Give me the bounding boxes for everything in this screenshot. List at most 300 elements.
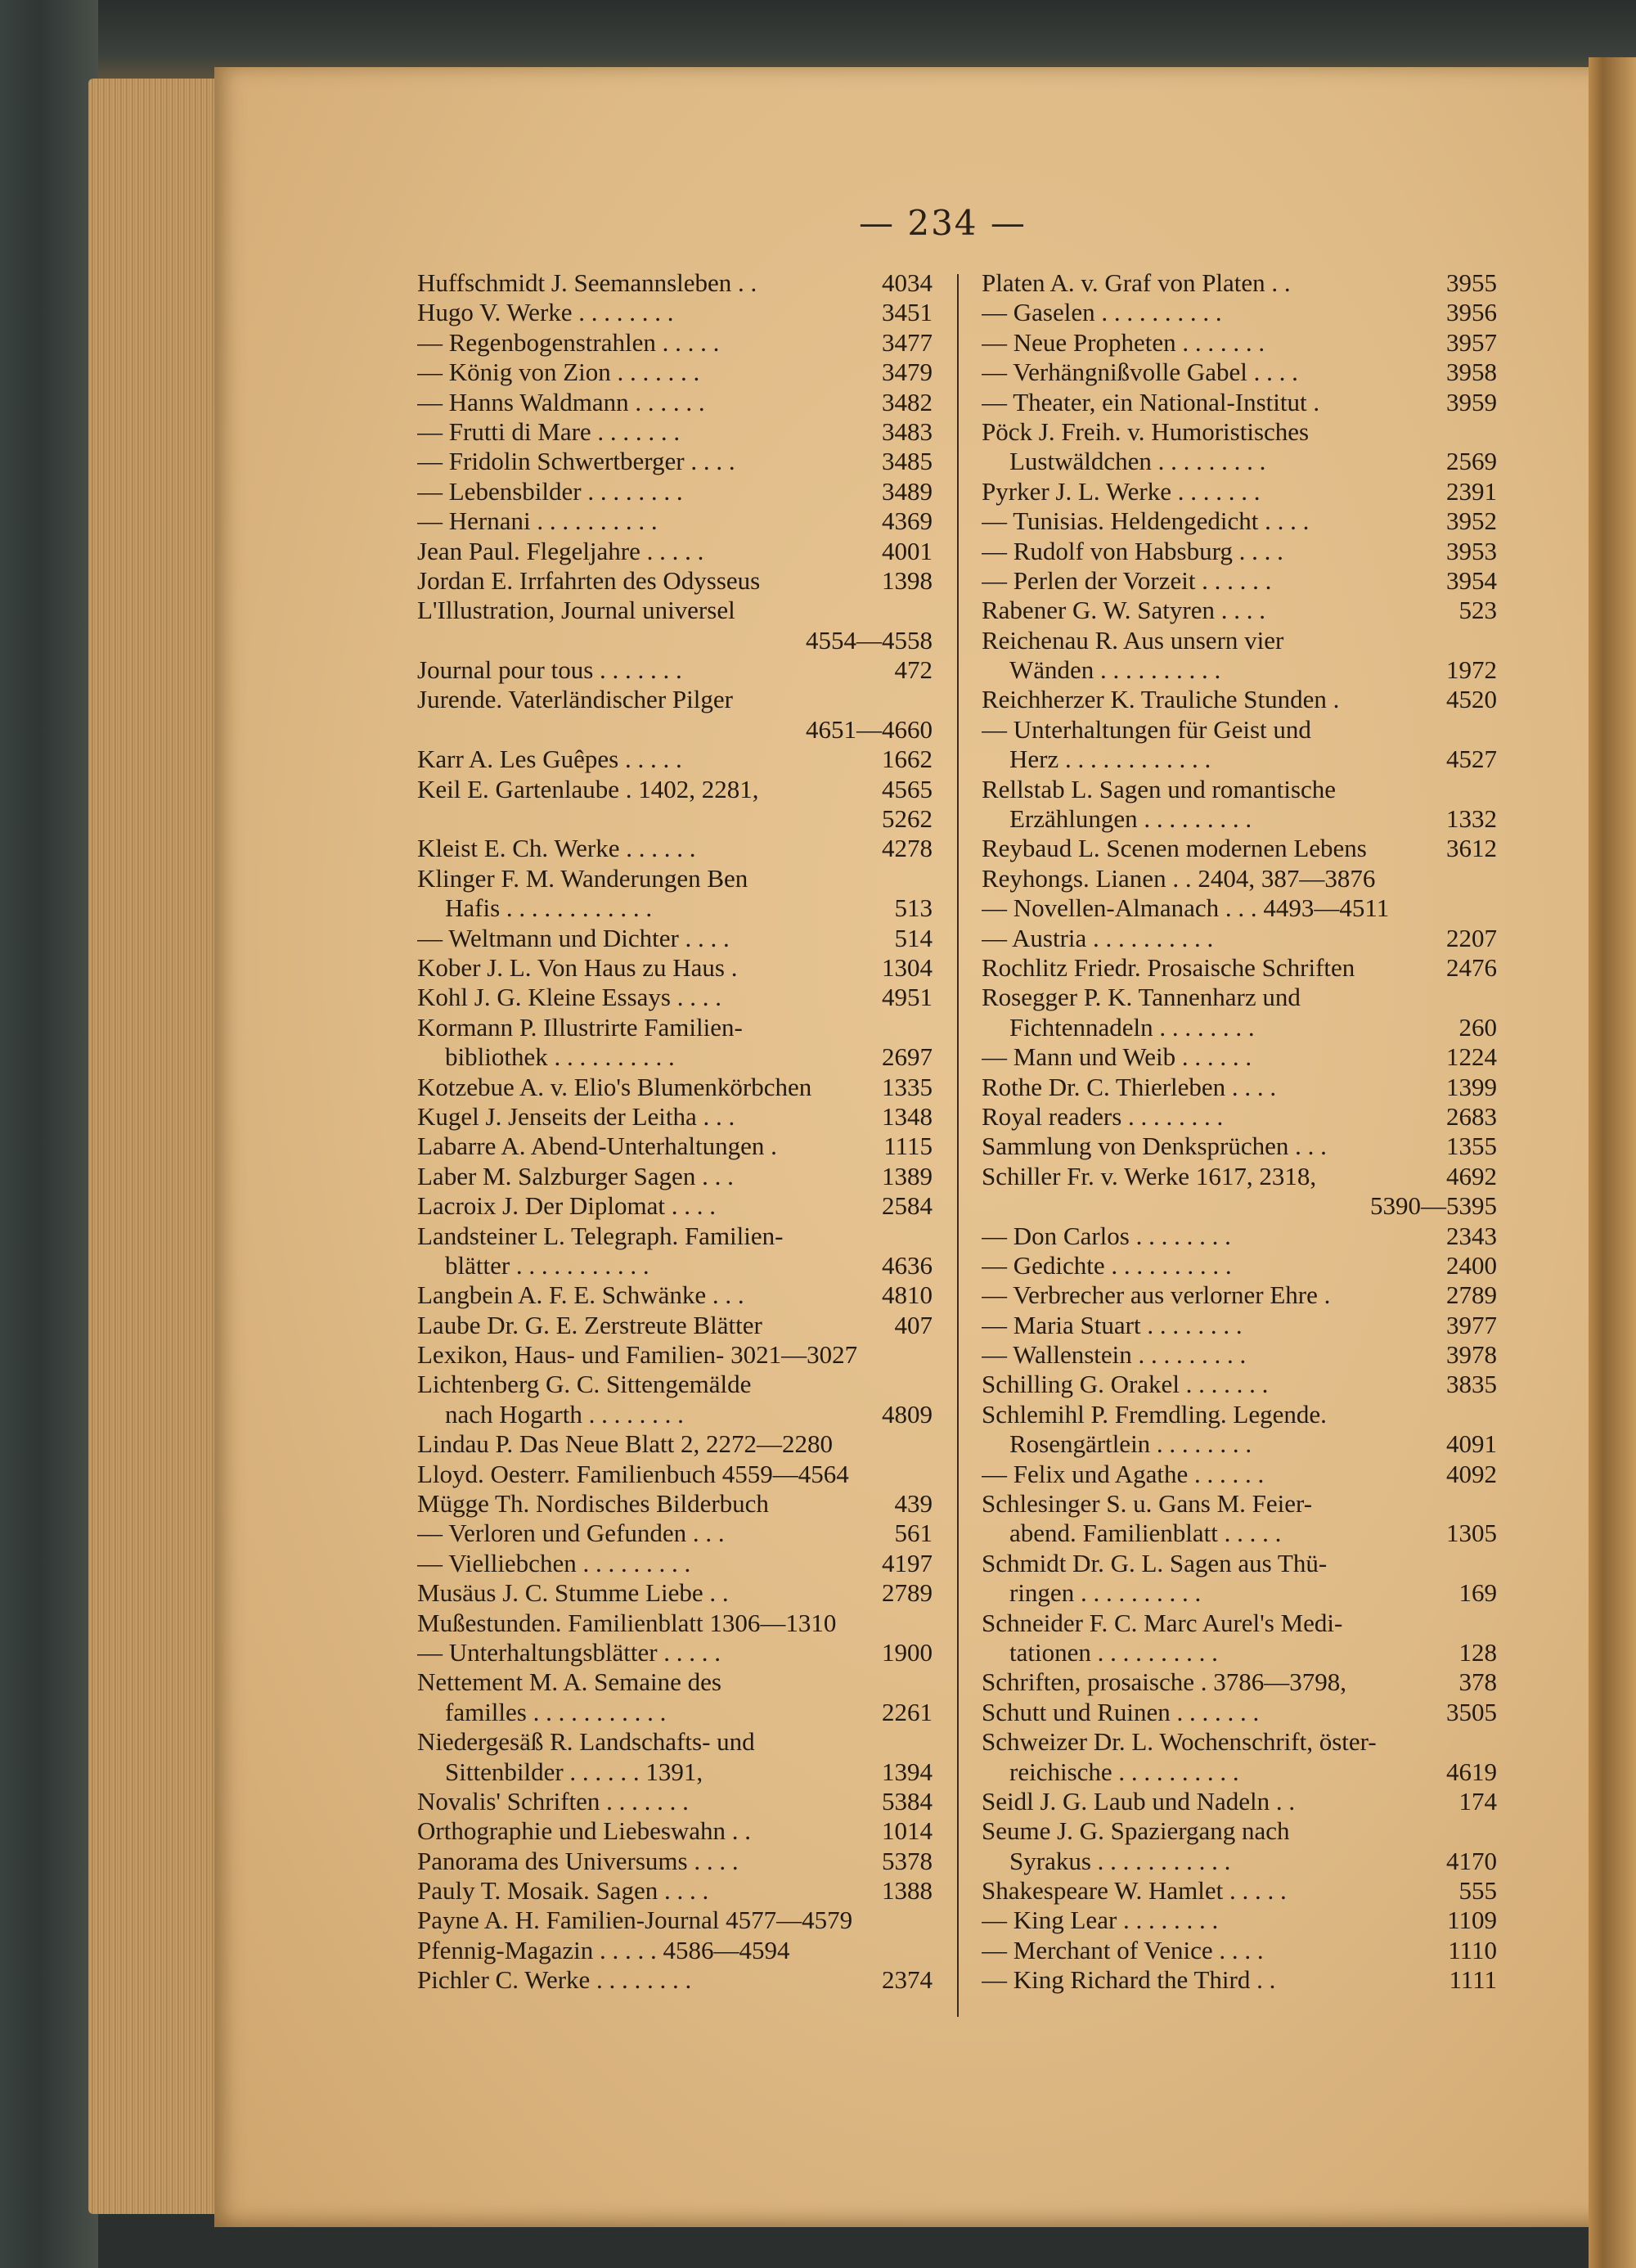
entry-number: 1398 — [882, 565, 933, 595]
entry-text: Rosegger P. K. Tannenharz und — [982, 983, 1301, 1012]
entry-number: 3477 — [882, 327, 933, 357]
entry-text: — Weltmann und Dichter . . . . — [417, 923, 730, 952]
index-entry — [417, 1191, 933, 1221]
index-entry — [417, 804, 933, 834]
entry-text: Journal pour tous . . . . . . . — [417, 655, 682, 685]
left-column — [417, 268, 933, 1996]
index-entry — [982, 924, 1497, 953]
entry-text: Rosengärtlein . . . . . . . . — [1009, 1429, 1252, 1459]
entry-number: 1662 — [882, 745, 933, 774]
column-divider — [957, 274, 959, 2017]
entry-text: Lustwäldchen . . . . . . . . . — [1009, 447, 1266, 476]
index-entry — [417, 477, 933, 506]
entry-number: 169 — [1458, 1578, 1497, 1608]
entry-number: 5262 — [882, 804, 933, 834]
entry-number: 4001 — [882, 536, 933, 565]
entry-number: 3958 — [1446, 358, 1497, 387]
entry-text: Jordan E. Irrfahrten des Odysseus — [417, 565, 761, 595]
entry-text: Jean Paul. Flegeljahre . . . . . — [417, 536, 704, 565]
entry-text: — Gedichte . . . . . . . . . . — [982, 1250, 1232, 1280]
entry-text: nach Hogarth . . . . . . . . — [445, 1399, 684, 1429]
entry-number: 2391 — [1446, 476, 1497, 506]
entry-text: — King Richard the Third . . — [982, 1965, 1276, 1995]
entry-text: Pichler C. Werke . . . . . . . . — [417, 1965, 692, 1995]
entry-text: Reichherzer K. Trauliche Stunden . — [982, 685, 1340, 714]
entry-number: 2343 — [1446, 1221, 1497, 1250]
entry-number: 3612 — [1446, 834, 1497, 863]
entry-number: 3978 — [1446, 1340, 1497, 1370]
index-entry — [417, 1132, 933, 1161]
entry-number: 5378 — [882, 1846, 933, 1875]
entry-text: Langbein A. F. E. Schwänke . . . — [417, 1280, 744, 1310]
entry-number: 1014 — [882, 1816, 933, 1846]
entry-text: — Neue Propheten . . . . . . . — [982, 327, 1265, 357]
index-entry — [982, 1429, 1497, 1459]
entry-number: 1115 — [883, 1132, 933, 1161]
entry-number: 4278 — [882, 834, 933, 863]
entry-number: 4692 — [1446, 1161, 1497, 1190]
index-entry — [982, 1311, 1497, 1340]
entry-number: 3955 — [1446, 268, 1497, 297]
index-entry — [417, 1073, 933, 1102]
entry-text: Reyhongs. Lianen . . 2404, 387—3876 — [982, 863, 1376, 893]
entry-text: Karr A. Les Guêpes . . . . . — [417, 745, 682, 774]
entry-text: Nettement M. A. Semaine des — [417, 1667, 721, 1697]
entry-text: — Felix und Agathe . . . . . . — [982, 1459, 1265, 1488]
entry-number: 4091 — [1446, 1429, 1497, 1459]
index-entry — [417, 1460, 933, 1489]
index-entry — [417, 1965, 933, 1995]
index-entry — [417, 626, 933, 655]
entry-number: 439 — [894, 1489, 933, 1519]
index-entry — [982, 477, 1497, 506]
index-entry — [982, 893, 1497, 923]
book-gutter — [1589, 57, 1636, 2268]
entry-number: 1109 — [1447, 1906, 1497, 1935]
entry-text: Lacroix J. Der Diplomat . . . . — [417, 1191, 717, 1221]
index-entry — [982, 328, 1497, 358]
entry-text: Seume J. G. Spaziergang nach — [982, 1816, 1290, 1846]
index-entry — [417, 268, 933, 298]
entry-text: Panorama des Universums . . . . — [417, 1846, 739, 1875]
entry-text: Rochlitz Friedr. Prosaische Schriften — [982, 952, 1355, 982]
entry-text: — Theater, ein National-Institut . — [982, 387, 1320, 416]
entry-number: 260 — [1458, 1012, 1497, 1042]
entry-number: 2789 — [882, 1578, 933, 1608]
entry-number: 3952 — [1446, 506, 1497, 536]
entry-number: 1399 — [1446, 1072, 1497, 1101]
entry-number: 1305 — [1446, 1519, 1497, 1548]
entry-number: 4651—4660 — [806, 714, 933, 744]
entry-number: 5384 — [882, 1786, 933, 1816]
index-entry — [417, 1222, 933, 1251]
index-entry — [982, 1370, 1497, 1399]
entry-text: — Don Carlos . . . . . . . . — [982, 1221, 1231, 1250]
index-entry — [417, 506, 933, 536]
entry-text: Sammlung von Denksprüchen . . . — [982, 1132, 1327, 1161]
index-entry — [982, 1102, 1497, 1132]
entry-number: 407 — [894, 1310, 933, 1339]
entry-text: Schlesinger S. u. Gans M. Feier- — [982, 1489, 1313, 1519]
entry-text: — Wallenstein . . . . . . . . . — [982, 1340, 1247, 1370]
entry-number: 1900 — [882, 1637, 933, 1667]
index-entry — [417, 298, 933, 327]
index-entry — [417, 1847, 933, 1876]
index-entry — [982, 1042, 1497, 1072]
entry-text: Rothe Dr. C. Thierleben . . . . — [982, 1072, 1277, 1101]
entry-text: Pöck J. Freih. v. Humoristisches — [982, 416, 1310, 446]
entry-number: 555 — [1458, 1876, 1497, 1906]
entry-text: — Unterhaltungen für Geist und — [982, 714, 1311, 744]
index-entry — [982, 1847, 1497, 1876]
entry-number: 472 — [894, 655, 933, 685]
entry-text: Orthographie und Liebeswahn . . — [417, 1816, 752, 1846]
index-entry — [982, 1965, 1497, 1995]
entry-text: Keil E. Gartenlaube . 1402, 2281, — [417, 774, 759, 803]
entry-text: Jurende. Vaterländischer Pilger — [417, 685, 733, 714]
entry-number: 4636 — [882, 1250, 933, 1280]
index-entry — [982, 388, 1497, 417]
entry-number: 4554—4558 — [806, 625, 933, 655]
index-entry — [417, 1698, 933, 1727]
index-entry — [982, 596, 1497, 625]
entry-text: Syrakus . . . . . . . . . . . — [1009, 1846, 1231, 1875]
entry-text: Schneider F. C. Marc Aurel's Medi- — [982, 1608, 1343, 1637]
entry-text: Kober J. L. Von Haus zu Haus . — [417, 952, 738, 982]
index-entry — [982, 1667, 1497, 1697]
entry-text: Kormann P. Illustrirte Familien- — [417, 1012, 743, 1042]
index-entry — [982, 1638, 1497, 1667]
index-entry — [417, 1400, 933, 1429]
index-entry — [982, 1519, 1497, 1548]
entry-text: Reybaud L. Scenen modernen Lebens — [982, 834, 1367, 863]
entry-number: 561 — [894, 1519, 933, 1548]
index-entry — [982, 1816, 1497, 1846]
entry-text: ringen . . . . . . . . . . — [1009, 1578, 1202, 1608]
entry-text: — Lebensbilder . . . . . . . . — [417, 476, 683, 506]
index-entry — [417, 1042, 933, 1072]
index-entry — [982, 1876, 1497, 1906]
entry-text: — Verloren und Gefunden . . . — [417, 1519, 725, 1548]
index-entry — [417, 1162, 933, 1191]
entry-number: 4369 — [882, 506, 933, 536]
index-entry — [982, 1609, 1497, 1638]
entry-text: Musäus J. C. Stumme Liebe . . — [417, 1578, 729, 1608]
index-entry — [417, 1311, 933, 1340]
book-cover-left — [0, 0, 98, 2268]
index-entry — [417, 1578, 933, 1608]
entry-text: Laber M. Salzburger Sagen . . . — [417, 1161, 734, 1190]
entry-text: L'Illustration, Journal universel — [417, 596, 735, 625]
index-entry — [982, 417, 1497, 447]
index-entry — [982, 1727, 1497, 1757]
entry-text: Shakespeare W. Hamlet . . . . . — [982, 1876, 1287, 1906]
index-entry — [417, 893, 933, 923]
entry-number: 3954 — [1446, 565, 1497, 595]
index-entry — [982, 1222, 1497, 1251]
index-entry — [982, 834, 1497, 863]
entry-number: 4527 — [1446, 745, 1497, 774]
index-entry — [417, 328, 933, 358]
index-entry — [417, 953, 933, 983]
entry-number: 514 — [894, 923, 933, 952]
index-entry — [417, 1519, 933, 1548]
entry-number: 2584 — [882, 1191, 933, 1221]
entry-text: Rellstab L. Sagen und romantische — [982, 774, 1337, 803]
index-entry — [982, 1191, 1497, 1221]
entry-text: Schriften, prosaische . 3786—3798, — [982, 1667, 1346, 1697]
entry-text: tationen . . . . . . . . . . — [1009, 1637, 1218, 1667]
entry-number: 513 — [894, 893, 933, 923]
entry-text: — Verbrecher aus verlorner Ehre . — [982, 1280, 1331, 1310]
entry-text: Hugo V. Werke . . . . . . . . — [417, 298, 674, 327]
entry-text: Pfennig-Magazin . . . . . 4586—4594 — [417, 1935, 790, 1964]
entry-number: 3482 — [882, 387, 933, 416]
entry-text: — Fridolin Schwertberger . . . . — [417, 447, 735, 476]
index-entry — [982, 1280, 1497, 1310]
index-entry — [417, 715, 933, 745]
entry-number: 1348 — [882, 1101, 933, 1131]
entry-text: familles . . . . . . . . . . . — [445, 1697, 667, 1726]
entry-number: 3959 — [1446, 387, 1497, 416]
entry-text: Seidl J. G. Laub und Nadeln . . — [982, 1786, 1296, 1816]
entry-number: 2261 — [882, 1697, 933, 1726]
entry-text: — Maria Stuart . . . . . . . . — [982, 1310, 1243, 1339]
entry-text: Schiller Fr. v. Werke 1617, 2318, — [982, 1161, 1317, 1190]
entry-number: 1304 — [882, 952, 933, 982]
entry-text: Lindau P. Das Neue Blatt 2, 2272—2280 — [417, 1429, 834, 1459]
entry-number: 3957 — [1446, 327, 1497, 357]
entry-number: 2697 — [882, 1042, 933, 1072]
index-entry — [982, 655, 1497, 685]
entry-text: Rabener G. W. Satyren . . . . — [982, 596, 1265, 625]
index-entry — [417, 1609, 933, 1638]
page-number: — 234 — — [859, 203, 1027, 243]
entry-text: — König von Zion . . . . . . . — [417, 358, 700, 387]
entry-number: 2683 — [1446, 1101, 1497, 1131]
entry-number: 5390—5395 — [1370, 1191, 1497, 1221]
entry-number: 3956 — [1446, 298, 1497, 327]
index-entry — [982, 953, 1497, 983]
entry-text: — Hernani . . . . . . . . . . — [417, 506, 658, 536]
entry-text: — Verhängnißvolle Gabel . . . . — [982, 358, 1298, 387]
index-entry — [417, 745, 933, 774]
entry-text: reichische . . . . . . . . . . — [1009, 1757, 1239, 1786]
entry-text: Fichtennadeln . . . . . . . . — [1009, 1012, 1255, 1042]
right-column — [982, 268, 1497, 1996]
index-entry — [417, 655, 933, 685]
entry-text: — Austria . . . . . . . . . . — [982, 923, 1214, 952]
entry-text: — Novellen-Almanach . . . 4493—4511 — [982, 893, 1390, 923]
entry-number: 2374 — [882, 1965, 933, 1995]
entry-number: 4619 — [1446, 1757, 1497, 1786]
index-entry — [982, 1549, 1497, 1578]
entry-text: Wänden . . . . . . . . . . — [1009, 655, 1221, 685]
entry-text: Payne A. H. Familien-Journal 4577—4579 — [417, 1906, 853, 1935]
index-entry — [417, 864, 933, 893]
index-entry — [417, 447, 933, 476]
entry-text: Hafis . . . . . . . . . . . . — [445, 893, 653, 923]
index-entry — [417, 1787, 933, 1816]
entry-number: 4092 — [1446, 1459, 1497, 1488]
entry-text: — King Lear . . . . . . . . — [982, 1906, 1219, 1935]
entry-text: Herz . . . . . . . . . . . . — [1009, 745, 1211, 774]
index-entry — [982, 1340, 1497, 1370]
entry-text: Lichtenberg G. C. Sittengemälde — [417, 1370, 752, 1399]
entry-text: Kleist E. Ch. Werke . . . . . . — [417, 834, 696, 863]
entry-text: — Rudolf von Habsburg . . . . — [982, 536, 1283, 565]
index-entry — [982, 1489, 1497, 1519]
index-entry — [417, 358, 933, 387]
entry-text: Mußestunden. Familienblatt 1306—1310 — [417, 1608, 837, 1637]
entry-text: — Tunisias. Heldengedicht . . . . — [982, 506, 1310, 536]
entry-number: 4809 — [882, 1399, 933, 1429]
entry-text: — Perlen der Vorzeit . . . . . . — [982, 565, 1272, 595]
index-entry — [982, 1460, 1497, 1489]
entry-number: 378 — [1458, 1667, 1497, 1697]
index-entry — [417, 1638, 933, 1667]
entry-number: 4951 — [882, 983, 933, 1012]
entry-text: — Vielliebchen . . . . . . . . . — [417, 1548, 691, 1577]
entry-text: Mügge Th. Nordisches Bilderbuch — [417, 1489, 769, 1519]
index-entry — [982, 626, 1497, 655]
entry-number: 1335 — [882, 1072, 933, 1101]
entry-number: 3953 — [1446, 536, 1497, 565]
index-entry — [417, 1429, 933, 1459]
entry-number: 4197 — [882, 1548, 933, 1577]
entry-number: 2400 — [1446, 1250, 1497, 1280]
entry-number: 2789 — [1446, 1280, 1497, 1310]
entry-text: — Unterhaltungsblätter . . . . . — [417, 1637, 721, 1667]
entry-number: 1972 — [1446, 655, 1497, 685]
index-entry — [982, 1578, 1497, 1608]
entry-text: Platen A. v. Graf von Platen . . — [982, 268, 1291, 297]
entry-text: abend. Familienblatt . . . . . — [1009, 1519, 1282, 1548]
entry-text: bibliothek . . . . . . . . . . — [445, 1042, 675, 1072]
entry-text: Kugel J. Jenseits der Leitha . . . — [417, 1101, 735, 1131]
index-entry — [982, 804, 1497, 834]
index-entry — [417, 1102, 933, 1132]
index-entry — [982, 358, 1497, 387]
entry-text: Erzählungen . . . . . . . . . — [1009, 804, 1252, 834]
index-entry — [417, 1876, 933, 1906]
index-entry — [417, 834, 933, 863]
index-entry — [417, 1816, 933, 1846]
entry-number: 1389 — [882, 1161, 933, 1190]
entry-text: Huffschmidt J. Seemannsleben . . — [417, 268, 757, 297]
entry-text: Niedergesäß R. Landschafts- und — [417, 1727, 755, 1757]
entry-text: Labarre A. Abend-Unterhaltungen . — [417, 1132, 777, 1161]
index-entry — [982, 745, 1497, 774]
entry-text: blätter . . . . . . . . . . . — [445, 1250, 649, 1280]
entry-number: 1355 — [1446, 1132, 1497, 1161]
entry-number: 4810 — [882, 1280, 933, 1310]
entry-number: 2207 — [1446, 923, 1497, 952]
entry-number: 1388 — [882, 1876, 933, 1906]
entry-text: — Merchant of Venice . . . . — [982, 1935, 1264, 1964]
index-entry — [417, 1013, 933, 1042]
index-entry — [417, 775, 933, 804]
index-entry — [982, 1906, 1497, 1935]
entry-text: — Frutti di Mare . . . . . . . — [417, 416, 681, 446]
entry-number: 3479 — [882, 358, 933, 387]
entry-text: Schweizer Dr. L. Wochenschrift, öster- — [982, 1727, 1377, 1757]
index-entry — [417, 1370, 933, 1399]
entry-text: Schutt und Ruinen . . . . . . . — [982, 1697, 1260, 1726]
index-entry — [982, 1073, 1497, 1102]
index-entry — [982, 864, 1497, 893]
index-entry — [417, 1549, 933, 1578]
index-entry — [982, 1132, 1497, 1161]
index-entry — [417, 1280, 933, 1310]
index-entry — [417, 566, 933, 596]
entry-number: 1394 — [882, 1757, 933, 1786]
page-edges — [88, 79, 227, 2214]
index-entry — [417, 1727, 933, 1757]
index-entry — [982, 298, 1497, 327]
entry-number: 3485 — [882, 447, 933, 476]
entry-number: 3505 — [1446, 1697, 1497, 1726]
entry-text: Kotzebue A. v. Elio's Blumenkörbchen — [417, 1072, 812, 1101]
index-entry — [417, 983, 933, 1012]
index-entry — [982, 1787, 1497, 1816]
index-entry — [982, 1013, 1497, 1042]
entry-number: 2476 — [1446, 952, 1497, 982]
entry-text: — Regenbogenstrahlen . . . . . — [417, 327, 720, 357]
index-entry — [417, 1936, 933, 1965]
entry-number: 1332 — [1446, 804, 1497, 834]
entry-number: 3977 — [1446, 1310, 1497, 1339]
entry-text: — Hanns Waldmann . . . . . . — [417, 387, 705, 416]
entry-text: Pyrker J. L. Werke . . . . . . . — [982, 476, 1261, 506]
entry-number: 174 — [1458, 1786, 1497, 1816]
entry-number: 2569 — [1446, 447, 1497, 476]
entry-number: 3835 — [1446, 1370, 1497, 1399]
index-entry — [982, 1757, 1497, 1787]
entry-text: Lloyd. Oesterr. Familienbuch 4559—4564 — [417, 1459, 849, 1488]
index-entry — [417, 417, 933, 447]
entry-text: Novalis' Schriften . . . . . . . — [417, 1786, 689, 1816]
index-entry — [982, 537, 1497, 566]
entry-text: Reichenau R. Aus unsern vier — [982, 625, 1284, 655]
entry-number: 4565 — [882, 774, 933, 803]
index-entry — [417, 1757, 933, 1787]
entry-text: Royal readers . . . . . . . . — [982, 1101, 1224, 1131]
entry-text: Laube Dr. G. E. Zerstreute Blätter — [417, 1310, 762, 1339]
entry-number: 1110 — [1448, 1935, 1497, 1964]
index-entry — [982, 506, 1497, 536]
entry-number: 3483 — [882, 416, 933, 446]
index-entry — [982, 1251, 1497, 1280]
entry-number: 3451 — [882, 298, 933, 327]
entry-number: 523 — [1458, 596, 1497, 625]
index-entry — [417, 596, 933, 625]
index-entry — [417, 1340, 933, 1370]
index-entry — [982, 775, 1497, 804]
entry-number: 4034 — [882, 268, 933, 297]
index-entry — [417, 1906, 933, 1935]
index-entry — [982, 685, 1497, 714]
entry-number: 4170 — [1446, 1846, 1497, 1875]
index-entry — [417, 924, 933, 953]
entry-number: 128 — [1458, 1637, 1497, 1667]
entry-text: Schilling G. Orakel . . . . . . . — [982, 1370, 1269, 1399]
index-entry — [417, 1667, 933, 1697]
entry-text: Landsteiner L. Telegraph. Familien- — [417, 1221, 784, 1250]
index-entry — [417, 388, 933, 417]
entry-text: Schlemihl P. Fremdling. Legende. — [982, 1399, 1327, 1429]
index-entry — [982, 715, 1497, 745]
